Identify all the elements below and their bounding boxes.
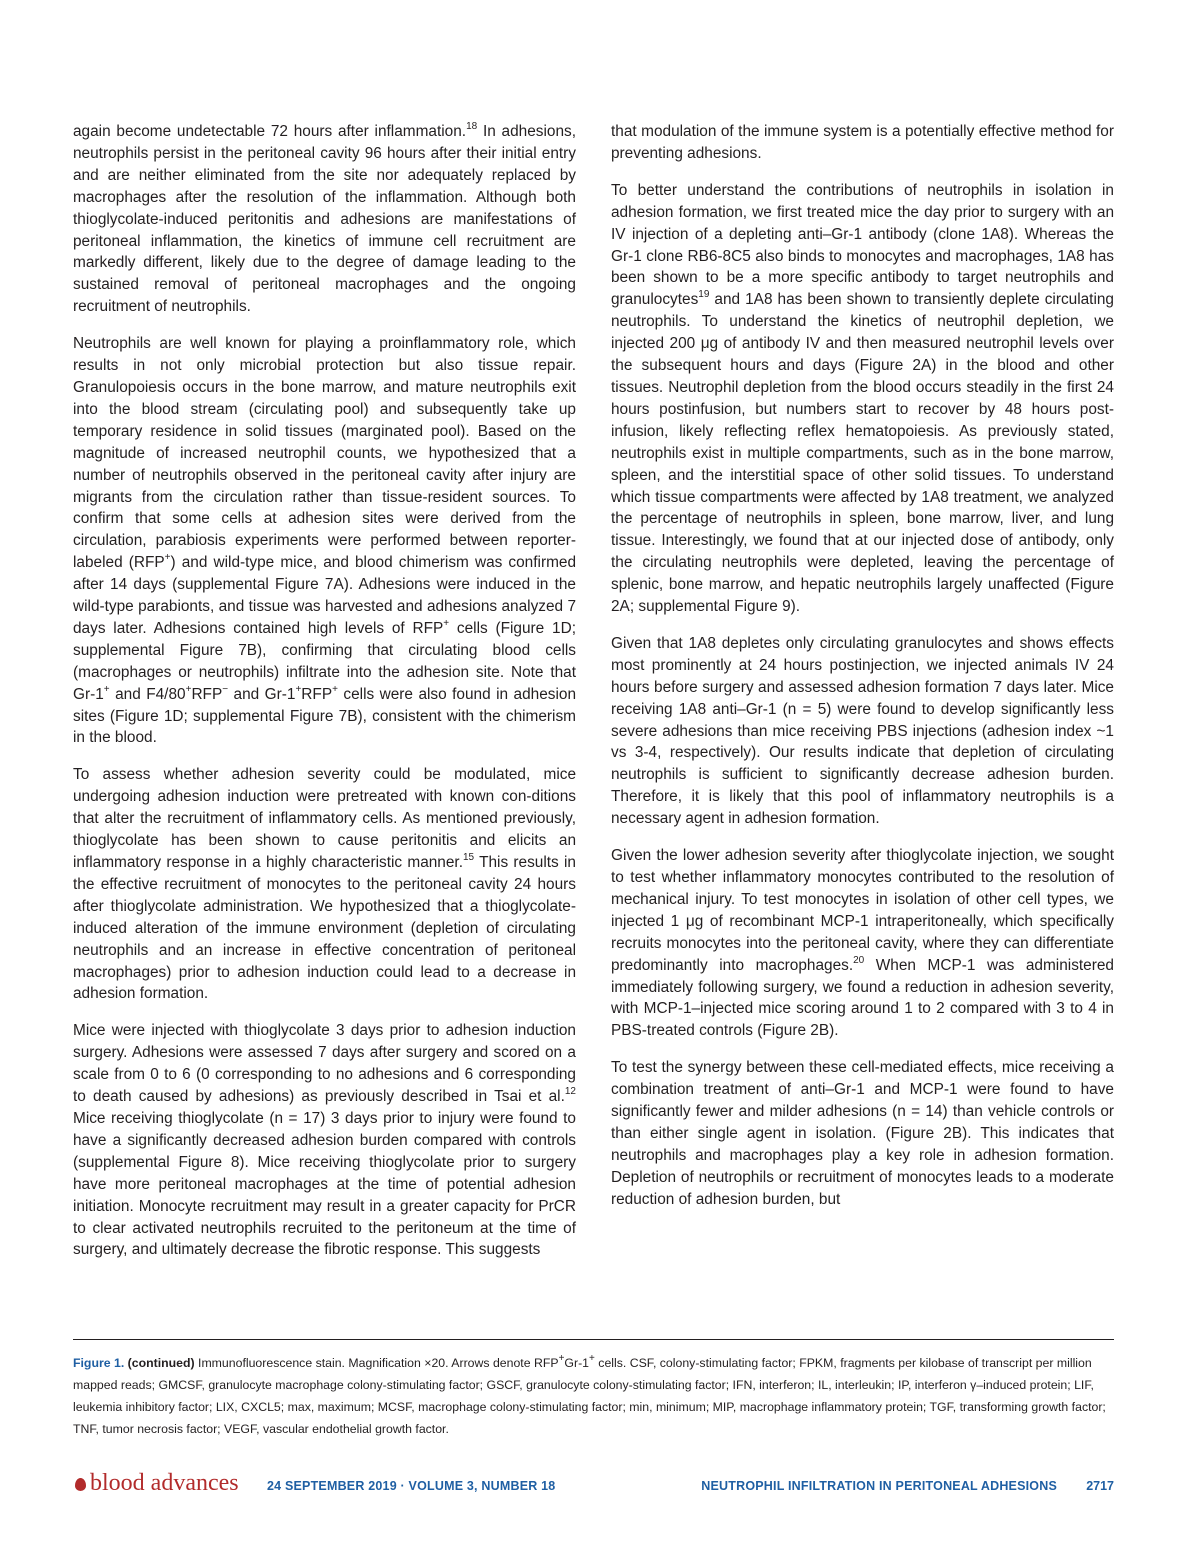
paragraph: Mice were injected with thioglycolate 3 days prior to adhesion induction surgery. Adhesions were assessed 7 days after surgery and scored on a scale from 0 to 6 (0 corresponding to no adhesions and 6 corresponding to death caused by adhesions) as previously described in Tsai et al.$^{12}$ Mice receiving thioglycolate (n = 17) 3 days prior to injury were found to have a significantly decreased adhesion burden compared with controls (supplemental Figure 8). Mice receiving thioglycolate prior to surgery have more peritoneal macrophages at the time of potential adhesion initiation. Monocyte recruitment may result in a greater capacity for PrCR to clear activated neutrophils recruited to the peritoneum at the time of surgery, and ultimately decrease the fibrotic response. This suggests <box>73 1022 576 1259</box>
blood-drop-icon <box>75 1478 86 1491</box>
caption-continued: (continued) <box>127 1356 195 1370</box>
running-title: NEUTROPHIL INFILTRATION IN PERITONEAL ADHESIONS <box>701 1479 1057 1493</box>
right-column <box>611 121 1114 1226</box>
reference-superscript[interactable]: 15 <box>462 851 475 863</box>
issue-info: 24 SEPTEMBER 2019 · VOLUME 3, NUMBER 18 <box>267 1479 556 1493</box>
figure-caption: Figure 1. (continued) Immunofluorescence stain. Magnification ×20. Arrows denote RFP+Gr-1+ cells. CSF, colony-stimulating factor; FPKM, fragments per kilobase of transcript per million mapped reads; GMCSF, granulocyte macrophage colony-stimulating factor; GSCF, granulocyte colony-stimulating factor; IFN, interferon; IL, interleukin; IP, interferon γ–induced protein; LIF, leukemia inhibitory factor; LIX, CXCL5; max, maximum; MCSF, macrophage colony-stimulating factor; min, minimum; MIP, macrophage inflammatory protein; TGF, transforming growth factor; TNF, tumor necrosis factor; VEGF, vascular endothelial growth factor. <box>73 1352 1106 1436</box>
paragraph: that modulation of the immune system is a potentially effective method for preventing adhesions. <box>611 123 1114 162</box>
paragraph: Given that 1A8 depletes only circulating granulocytes and shows effects most prominently at 24 hours postinjection, we injected animals IV 24 hours before surgery and assessed adhesion formation 7 days later. Mice receiving 1A8 anti–Gr-1 (n = 5) were found to develop significantly less severe adhesions than mice receiving PBS injections (adhesion index ~1 vs 3-4, respectively). Our results indicate that depletion of circulating neutrophils is sufficient to significantly decrease adhesion burden. Therefore, it is likely that this pool of inflammatory neutrophils is a necessary agent in adhesion formation. <box>611 634 1114 828</box>
paragraph: To better understand the contributions of neutrophils in isolation in adhesion formation, we first treated mice the day prior to surgery with an IV injection of a depleting anti–Gr-1 antibody (clone 1A8). Whereas the Gr-1 clone RB6-8C5 also binds to monocytes and macrophages, 1A8 has been shown to be a more specific antibody to target neutrophils and granulocytes$^{19}$ and 1A8 has been shown to transiently deplete circulating neutrophils. To understand the kinetics of neutrophil depletion, we injected 200 μg of antibody IV and then measured neutrophil levels over the subsequent hours and days (Figure 2A) in the blood and other tissues. Neutrophil depletion from the blood occurs steadily in the first 24 hours postinfusion, but numbers start to recover by 48 hours post-infusion, likely reflecting reflex hematopoiesis. As previously stated, neutrophils exist in multiple compartments, such as in the bone marrow, spleen, and the interstitial space of other solid tissues. To understand which tissue compartments were affected by 1A8 treatment, we analyzed the percentage of neutrophils in spleen, bone marrow, liver, and lung tissue. Interestingly, we found that at our injected dose of antibody, only the circulating neutrophils were depleted, leaving the percentage of splenic, bone marrow, and hepatic neutrophils largely unaffected (Figure 2A; supplemental Figure 9). <box>611 181 1114 616</box>
paragraph: again become undetectable 72 hours after inflammation.$^{18}$ In adhesions, neutrophils persist in the peritoneal cavity 96 hours after their initial entry and are neither eliminated from the site nor adequately replaced by macrophages after the resolution of the inflammation. Although both thioglycolate-induced peritonitis and adhesions are manifestations of peritoneal inflammation, the kinetics of immune cell recruitment are markedly different, likely due to the degree of damage leading to the sustained removal of peritoneal macrophages and the ongoing recruitment of neutrophils. <box>73 120 576 316</box>
paragraph: Neutrophils are well known for playing a proinflammatory role, which results in not only microbial protection but also tissue repair. Granulopoiesis occurs in the bone marrow, and mature neutrophils exit into the blood stream (circulating pool) and subsequently take up temporary residence in solid tissues (marginated pool). Based on the magnitude of increased neutrophil counts, we hypothesized that a number of neutrophils observed in the peritoneal cavity after injury are migrants from the circulation rather than tissue-resident sources. To confirm that some cells at adhesion sites were derived from the circulation, parabiosis experiments were performed between reporter-labeled (RFP+) and wild-type mice, and blood chimerism was confirmed after 14 days (supplemental Figure 7A). Adhesions were induced in the wild-type parabionts, and tissue was harvested and adhesions analyzed 7 days later. Adhesions contained high levels of RFP+ cells (Figure 1D; supplemental Figure 7B), confirming that circulating blood cells (macrophages or neutrophils) infiltrate into the adhesion site. Note that Gr-1+ and F4/80+RFP− and Gr-1+RFP+ cells were also found in adhesion sites (Figure 1D; supplemental Figure 7B), consistent with the chimerism in the blood. <box>73 335 577 747</box>
page-footer <box>0 1468 1187 1498</box>
paragraph: To assess whether adhesion severity could be modulated, mice undergoing adhesion induction were pretreated with known con-ditions that alter the recruitment of inflammatory cells. As mentioned previously, thioglycolate has been shown to cause peritonitis and elicits an inflammatory response in a highly characteristic manner.$^{15}$ This results in the effective recruitment of monocytes to the peritoneal cavity 24 hours after thioglycolate administration. We hypothesized that a thioglycolate-induced alteration of the immune environment (depletion of circulating neutrophils and an increase in effective concentration of peritoneal macrophages) prior to adhesion induction could lead to a decrease in adhesion formation. <box>73 766 576 1003</box>
paragraph: To test the synergy between these cell-mediated effects, mice receiving a combination treatment of anti–Gr-1 and MCP-1 were found to have significantly fewer and milder adhesions (n = 14) than vehicle controls or than either single agent in isolation. (Figure 2B). This indicates that neutrophils and macrophages play a key role in adhesion formation. Depletion of neutrophils or recruitment of monocytes leads to a moderate reduction of adhesion burden, but <box>611 1059 1114 1208</box>
reference-superscript[interactable]: 18 <box>466 120 478 132</box>
paragraph: Given the lower adhesion severity after thioglycolate injection, we sought to test whether inflammatory monocytes contributed to the resolution of mechanical injury. To test monocytes in isolation of other cell types, we injected 1 μg of recombinant MCP-1 intraperitoneally, which specifically recruits monocytes into the peritoneal cavity, where they can differentiate predominantly into macrophages.$^{20}$ When MCP-1 was administered immediately following surgery, we found a reduction in adhesion severity, with MCP-1–injected mice scoring around 1 to 2 compared with 3 to 4 in PBS-treated controls (Figure 2B). <box>611 847 1114 1040</box>
left-column <box>73 121 576 1276</box>
reference-superscript[interactable]: 12 <box>564 1085 576 1097</box>
journal-logo: blood advances <box>75 1470 239 1497</box>
reference-superscript[interactable]: 19 <box>698 289 710 301</box>
caption-divider <box>73 1339 1114 1340</box>
reference-superscript[interactable]: 20 <box>853 954 865 966</box>
page-number: 2717 <box>1086 1479 1114 1493</box>
figure-label: Figure 1. <box>73 1356 125 1370</box>
